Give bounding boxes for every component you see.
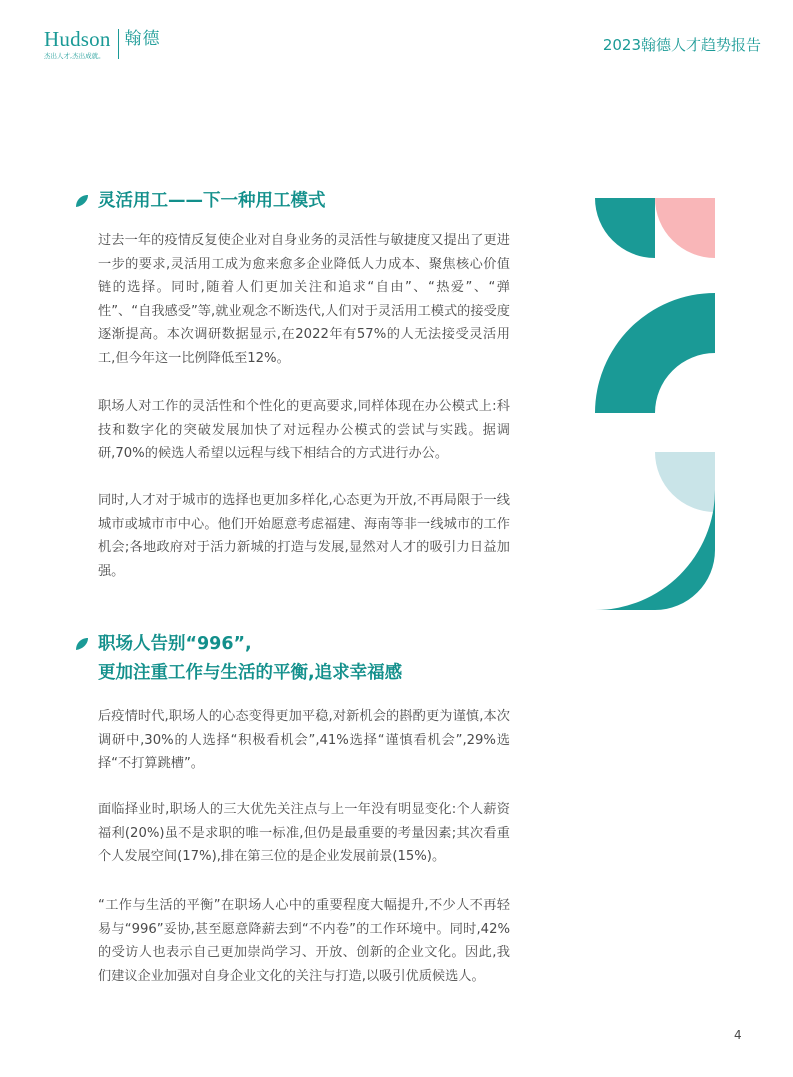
logo-wordmark-en: Hudson: [44, 27, 111, 51]
section-heading-flexible-employment: [98, 187, 326, 216]
deco-teal-arc: [595, 293, 715, 413]
logo-tagline: 杰出人才,杰出成就。: [44, 52, 105, 60]
paragraph: 同时,人才对于城市的选择也更加多样化,心态更为开放,不再局限于一线城市或城市市中心。他们开始愿意考虑福建、海南等非一线城市的工作机会;各地政府对于活力新城的打造与发展,显然对人才的吸引力日益加强。: [98, 493, 510, 579]
section-heading-line2: 更加注重工作与生活的平衡,追求幸福感: [98, 663, 403, 683]
section-heading-work-life-balance: [98, 630, 402, 688]
header-logo: [44, 28, 161, 59]
logo-divider: [118, 29, 119, 59]
section-heading-line1: 职场人告别“996”,: [98, 634, 252, 654]
paragraph: 面临择业时,职场人的三大优先关注点与上一年没有明显变化:个人薪资福利(20%)虽不是求职的唯一标准,但仍是最重要的考量因素;其次看重个人发展空间(17%),排在第三位的是企业发展前景(15%)。: [98, 802, 510, 864]
logo-wordmark-cn: 翰德: [124, 29, 161, 49]
paragraph: 职场人对工作的灵活性和个性化的更高要求,同样体现在办公模式上:科技和数字化的突破发展加快了对远程办公模式的尝试与实践。据调研,70%的候选人希望以远程与线下相结合的方式进行办公。: [98, 399, 510, 461]
paragraph: “工作与生活的平衡”在职场人心中的重要程度大幅提升,不少人不再轻易与“996”妥协,甚至愿意降薪去到“不内卷”的工作环境中。同时,42%的受访人也表示自己更加崇尚学习、开放、创新的企业文化。因此,我们建议企业加强对自身企业文化的关注与打造,以吸引优质候选人。: [98, 898, 510, 984]
leaf-icon: [75, 194, 89, 208]
report-title: 2023翰德人才趋势报告: [602, 36, 761, 54]
page-number: 4: [734, 1028, 742, 1042]
deco-teal-top: [595, 198, 655, 258]
decorative-shapes: [595, 198, 715, 618]
deco-pink: [655, 198, 715, 258]
leaf-icon: [75, 637, 89, 651]
deco-light-blue: [655, 452, 715, 512]
paragraph: 后疫情时代,职场人的心态变得更加平稳,对新机会的斟酌更为谨慎,本次调研中,30%的人选择“积极看机会”,41%选择“谨慎看机会”,29%选择“不打算跳槽”。: [98, 709, 510, 771]
section-heading-text: 灵活用工——下一种用工模式: [98, 191, 326, 211]
paragraph: 过去一年的疫情反复使企业对自身业务的灵活性与敏捷度又提出了更进一步的要求,灵活用工成为愈来愈多企业降低人力成本、聚焦核心价值链的选择。同时,随着人们更加关注和追求“自由”、“热爱”、“弹性”、“自我感受”等,就业观念不断迭代,人们对于灵活用工模式的接受度逐渐提高。本次调研数据显示,在2022年有57%的人无法接受灵活用工,但今年这一比例降低至12%。: [98, 233, 510, 366]
